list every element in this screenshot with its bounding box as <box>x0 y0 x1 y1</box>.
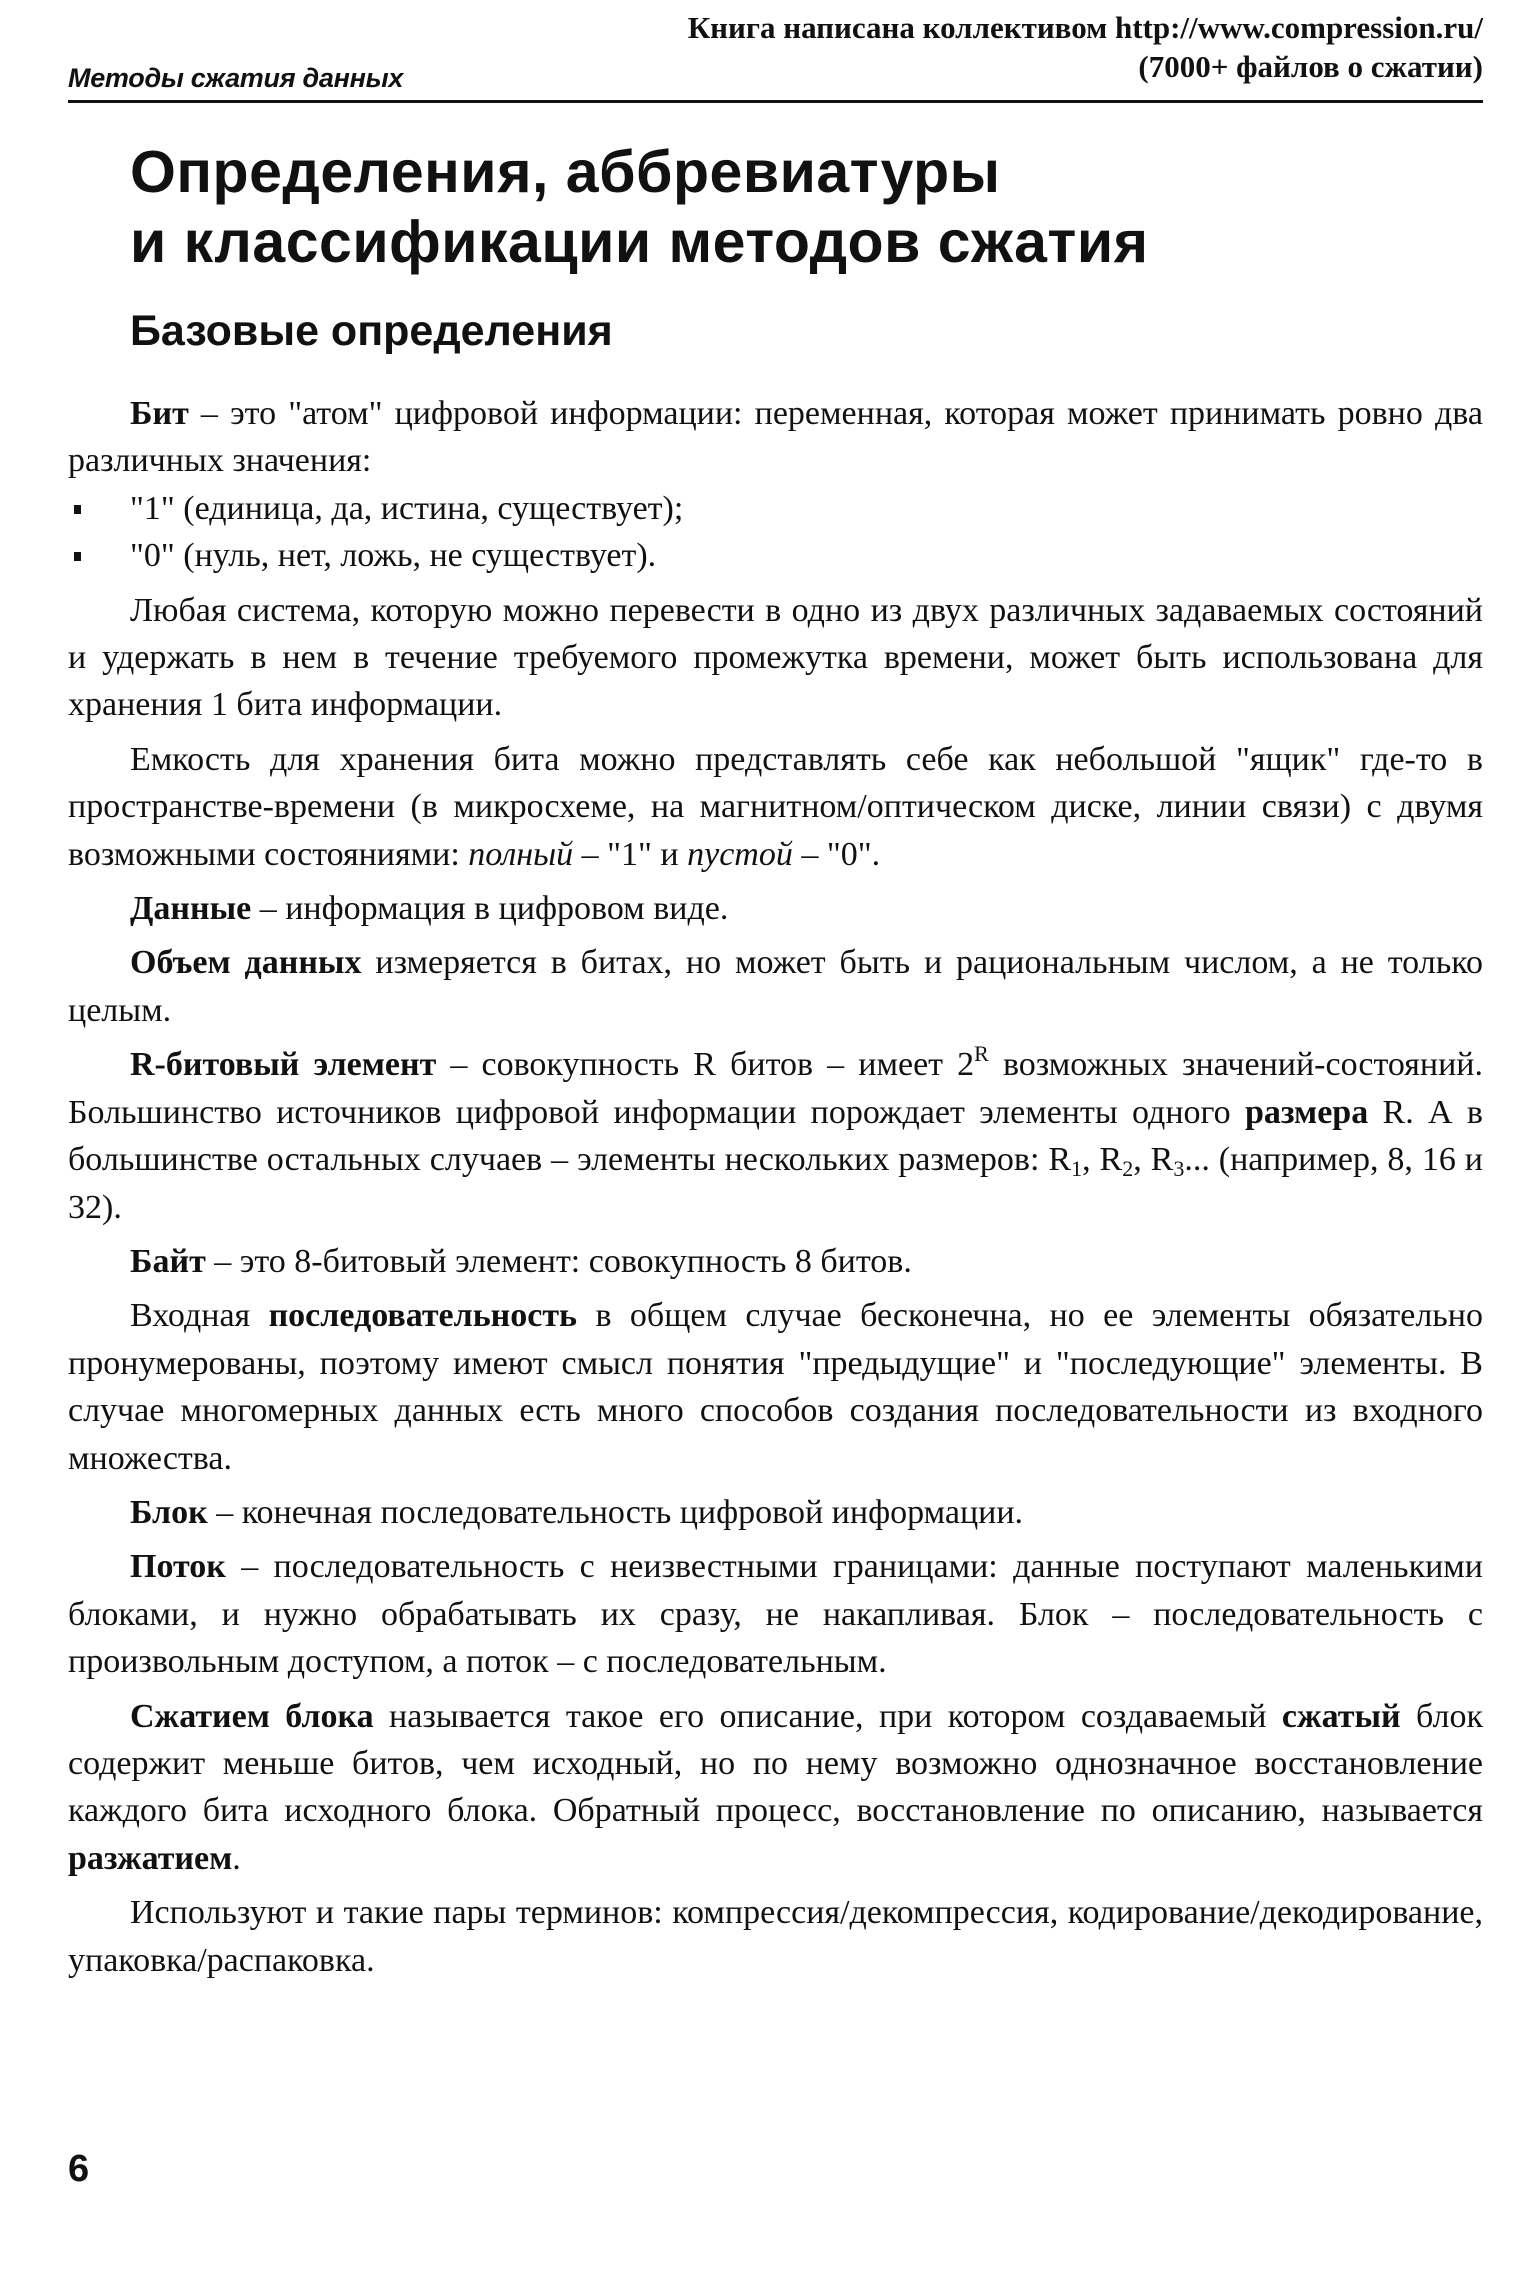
compression-text-3: . <box>232 1839 241 1877</box>
term-size: размера <box>1244 1093 1369 1131</box>
rbit-text-6: ... (например, 8, 16 и 32). <box>68 1141 1483 1226</box>
term-data: Данные <box>130 890 252 928</box>
running-header <box>68 8 1483 103</box>
bit-values-list <box>68 485 1483 580</box>
paragraph-r-bit-element <box>68 1041 1483 1231</box>
rbit-subscript-1: 1 <box>1071 1156 1083 1182</box>
sequence-text-2: в общем случае бесконечна, но ее элементы обязательно пронумерованы, поэтому имеют смысл понятия "предыдущие" и "последующие" элементы. В случае многомерных данных есть много способов создания последовательности из входного множества. <box>68 1297 1483 1477</box>
rbit-text-2: возможных значений-состояний. Большинство источников цифровой информации порождает элементы одного <box>68 1046 1484 1131</box>
term-sequence: последовательность <box>268 1297 578 1335</box>
list-item-text: "0" (нуль, нет, ложь, не существует). <box>130 537 657 575</box>
term-bit: Бит <box>130 395 189 432</box>
rbit-text-4: , R <box>1082 1141 1123 1179</box>
bullet-icon <box>74 552 81 561</box>
term-block-compression: Сжатием блока <box>130 1697 374 1735</box>
header-book-title: Методы сжатия данных <box>68 63 404 93</box>
term-data-volume: Объем данных <box>130 944 362 982</box>
term-r-bit-element: R-битовый элемент <box>130 1046 437 1084</box>
section-title: Базовые определения <box>130 307 613 355</box>
header-source-note <box>688 8 1483 86</box>
compression-text-2: блок содержит меньше битов, чем исходный, но по нему возможно однозначное восстановление каждого бита исходного блока. Обратный процесс, восстановление по описанию, называется <box>68 1697 1483 1830</box>
paragraph-volume-text: измеряется в битах, но может быть и рациональным числом, а не только целым. <box>68 944 1483 1029</box>
compression-text-1: называется такое его описание, при котором создаваемый <box>373 1697 1282 1735</box>
paragraph-bit <box>68 390 1483 485</box>
paragraph-byte <box>68 1238 1483 1285</box>
paragraph-volume <box>68 939 1483 1034</box>
paragraph-system: Любая система, которую можно перевести в одно из двух различных задаваемых состояний и удержать в нем в течение требуемого промежутка времени, может быть использована для хранения 1 бита информации. <box>68 591 1483 724</box>
rbit-text-3: R. А в большинстве остальных случаев – элементы нескольких размеров: R <box>68 1093 1483 1179</box>
chapter-title-line-2: и классификации методов сжатия <box>130 209 1149 275</box>
bullet-icon <box>74 505 81 514</box>
sequence-text-1: Входная <box>130 1297 269 1335</box>
paragraph-capacity <box>68 736 1483 878</box>
term-compressed: сжатый <box>1281 1697 1401 1735</box>
list-item <box>68 485 1483 532</box>
paragraph-bit-text: – это "атом" цифровой информации: переменная, которая может принимать ровно два различных значения: <box>68 395 1483 480</box>
body-text <box>68 390 1483 1991</box>
paragraph-block <box>68 1489 1483 1536</box>
state-empty: пустой <box>687 835 793 873</box>
rbit-text-1: – совокупность R битов – имеет 2 <box>436 1046 975 1084</box>
paragraph-stream <box>68 1543 1483 1685</box>
paragraph-stream-text: – последовательность с неизвестными границами: данные поступают маленькими блоками, и нужно обрабатывать их сразу, не накапливая. Блок – последовательность с произвольным доступом, а поток – с последовательным. <box>68 1548 1483 1681</box>
paragraph-block-text: – конечная последовательность цифровой информации. <box>207 1493 1024 1531</box>
paragraph-term-pairs: Используют и такие пары терминов: компрессия/декомпрессия, кодирование/декодирование, упаковка/распаковка. <box>68 1894 1483 1979</box>
state-full: полный <box>468 835 574 873</box>
header-source-line-2: (7000+ файлов о сжатии) <box>1138 49 1483 84</box>
paragraph-sequence <box>68 1292 1483 1482</box>
capacity-text-2: – "1" и <box>573 835 688 873</box>
list-item <box>68 532 1483 579</box>
capacity-text-1: Емкость для хранения бита можно представлять себе как небольшой "ящик" где-то в пространстве-времени (в микросхеме, на магнитном/оптическом диске, линии связи) с двумя возможными состояниями: <box>68 740 1483 873</box>
term-byte: Байт <box>130 1242 206 1280</box>
chapter-title <box>130 137 1149 277</box>
term-decompression: разжатием <box>68 1839 233 1877</box>
chapter-title-line-1: Определения, аббревиатуры <box>130 139 1001 205</box>
rbit-text-5: , R <box>1133 1141 1174 1179</box>
header-source-line-1: Книга написана коллективом http://www.compression.ru/ <box>687 10 1483 45</box>
list-item-text: "1" (единица, да, истина, существует); <box>130 489 684 527</box>
paragraph-data-text: – информация в цифровом виде. <box>251 890 729 928</box>
capacity-text-3: – "0". <box>792 835 881 873</box>
paragraph-byte-text: – это 8-битовый элемент: совокупность 8 битов. <box>205 1242 912 1280</box>
term-block: Блок <box>130 1493 208 1531</box>
page-number: 6 <box>68 2148 90 2190</box>
paragraph-data <box>68 885 1483 932</box>
rbit-subscript-2: 2 <box>1122 1156 1134 1182</box>
term-stream: Поток <box>130 1548 226 1586</box>
rbit-subscript-3: 3 <box>1173 1156 1185 1182</box>
paragraph-compression <box>68 1693 1483 1883</box>
rbit-superscript: R <box>974 1041 989 1067</box>
